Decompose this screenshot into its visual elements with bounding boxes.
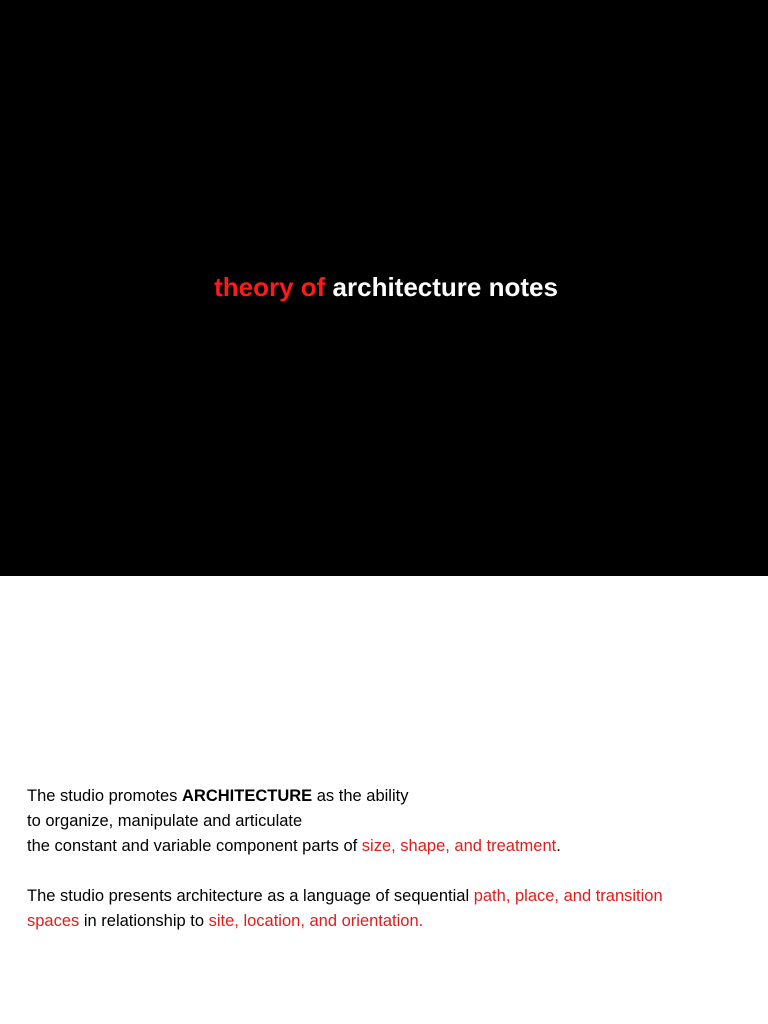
notes-line: to organize, manipulate and articulate — [27, 812, 303, 830]
notes-highlight: path, place, and transition — [473, 887, 663, 905]
speaker-notes — [27, 784, 757, 934]
notes-highlight: spaces — [27, 912, 80, 930]
slide-title-accent: theory of — [214, 272, 326, 302]
paragraph-gap — [27, 859, 757, 884]
notes-line — [27, 884, 757, 909]
notes-panel — [0, 576, 768, 1024]
notes-text: The studio presents architecture as a language of sequential — [27, 887, 474, 905]
notes-line — [27, 909, 757, 934]
notes-highlight: size, shape, and treatment — [361, 837, 557, 855]
notes-text: in relationship to — [79, 912, 209, 930]
slide-title-main: architecture notes — [332, 272, 558, 302]
notes-text: as the ability — [312, 787, 409, 805]
notes-text: . — [556, 837, 561, 855]
notes-bold-term: ARCHITECTURE — [182, 787, 313, 805]
notes-highlight: site, location, and orientation. — [208, 912, 424, 930]
notes-text: the constant and variable component parts of — [27, 837, 362, 855]
notes-line — [27, 834, 757, 859]
slide-title — [0, 270, 768, 304]
notes-line — [27, 784, 757, 809]
notes-text: The studio promotes — [27, 787, 182, 805]
